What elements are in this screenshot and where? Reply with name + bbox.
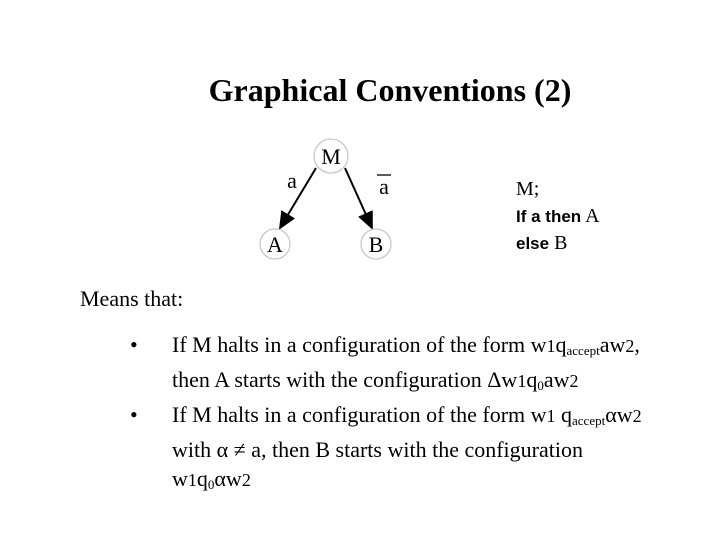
desc-value-b: B — [554, 232, 568, 254]
bullet-list — [130, 330, 710, 499]
slide-title: Graphical Conventions (2) — [208, 72, 572, 108]
node-a-label: A — [267, 232, 283, 257]
desc-keyword-if-then: If a then — [516, 207, 582, 226]
bullet-2-line-3: $w1q_0\alpha w2$ — [172, 466, 251, 492]
means-label: Means that: — [80, 286, 184, 311]
desc-line-2 — [516, 203, 600, 230]
desc-line-3 — [516, 230, 600, 257]
bullet-1-line-2: then A starts with the configuration $\Delta w1q_0aw2$ — [172, 367, 579, 393]
bullet-2-line-2: with α ≠ a, then B starts with the configuration — [172, 437, 583, 462]
edge-left-label: a — [287, 168, 297, 193]
bullet-1-line-1: If M halts in a configuration of the form $w1q_{accept}aw2$, — [172, 332, 640, 358]
bullet-marker: • — [130, 402, 138, 427]
node-b-label: B — [368, 232, 384, 257]
desc-keyword-else: else — [516, 234, 550, 253]
node-m-label: M — [321, 144, 341, 169]
desc-line-1: M; — [516, 178, 540, 200]
edge-right — [345, 168, 372, 228]
edge-right-label: a — [379, 174, 389, 199]
bullet-item-1 — [130, 330, 710, 400]
bullet-2-line-1: If M halts in a configuration of the form w1 $q_{accept}\alpha w2$ — [172, 402, 642, 428]
bullet-item-2 — [130, 400, 710, 499]
bullet-marker: • — [130, 332, 138, 357]
desc-value-a: A — [585, 205, 600, 227]
edge-left — [280, 168, 316, 228]
branch-description — [516, 176, 600, 257]
